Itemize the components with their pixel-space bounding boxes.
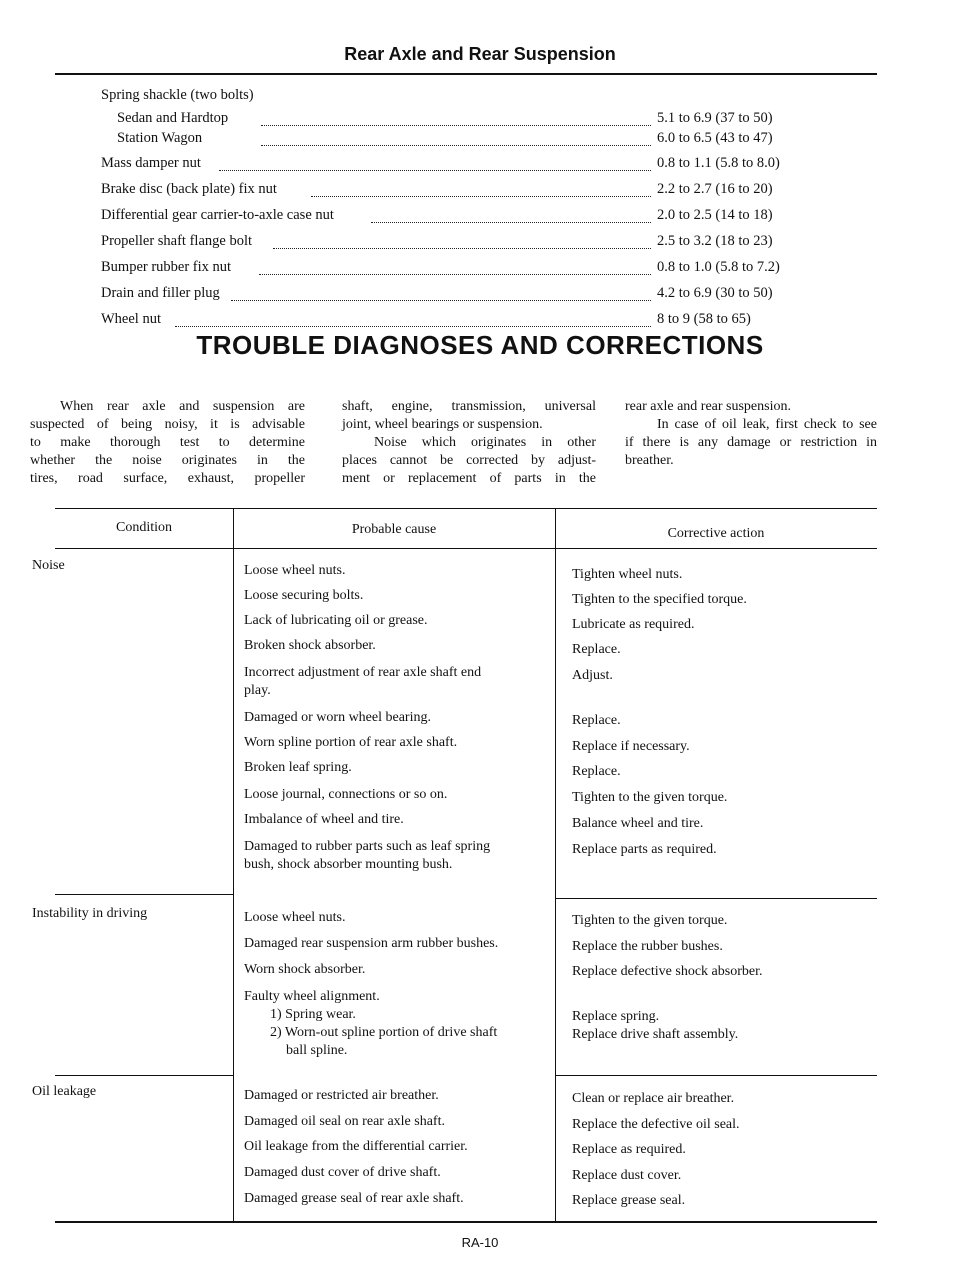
leader-dots (261, 125, 651, 146)
torque-value: 8 to 9 (58 to 65) (657, 311, 751, 327)
action-cell: Replace the defective oil seal. (572, 1117, 740, 1132)
action-cell: Clean or replace air breather. (572, 1091, 735, 1106)
cause-cell: 1) Spring wear. (270, 1007, 356, 1022)
cause-cell: Incorrect adjustment of rear axle shaft end (244, 665, 482, 680)
action-cell: Replace defective shock absorber. (572, 964, 763, 979)
intro-line: breather. (625, 453, 674, 468)
torque-label: Propeller shaft flange bolt (101, 233, 256, 250)
table-column-divider (233, 508, 234, 1222)
action-cell: Replace parts as required. (572, 842, 717, 857)
action-cell: Replace grease seal. (572, 1193, 686, 1208)
cause-cell: play. (244, 683, 271, 698)
action-cell: Replace as required. (572, 1142, 686, 1157)
cause-cell: Damaged oil seal on rear axle shaft. (244, 1114, 445, 1129)
intro-line: Noise which originates in other (374, 435, 596, 450)
intro-line: places cannot be corrected by adjust- (342, 453, 596, 468)
cause-cell: Broken shock absorber. (244, 638, 376, 653)
cause-cell: Lack of lubricating oil or grease. (244, 613, 428, 628)
section-title: TROUBLE DIAGNOSES AND CORRECTIONS (196, 330, 764, 360)
intro-column-1 (30, 398, 305, 488)
action-cell: Replace. (572, 642, 621, 657)
cause-cell: Damaged to rubber parts such as leaf spring (244, 839, 491, 854)
torque-value: 2.5 to 3.2 (18 to 23) (657, 233, 773, 249)
intro-line: suspected of being noisy, it is advisable (30, 417, 305, 432)
leader-dots (259, 254, 651, 275)
action-cell: Replace. (572, 713, 621, 728)
intro-line: When rear axle and suspension are (60, 399, 305, 414)
action-cell: Balance wheel and tire. (572, 816, 704, 831)
action-cell: Replace spring. (572, 1009, 660, 1024)
torque-label: Spring shackle (two bolts) (101, 87, 258, 104)
torque-value: 2.0 to 2.5 (14 to 18) (657, 207, 773, 223)
leader-dots (219, 150, 651, 171)
torque-value: 6.0 to 6.5 (43 to 47) (657, 130, 773, 146)
group-rule (555, 898, 877, 899)
action-cell: Tighten to the given torque. (572, 913, 728, 928)
group-rule (555, 1075, 877, 1076)
torque-label: Drain and filler plug (101, 285, 224, 302)
torque-row (101, 207, 811, 227)
cause-cell: 2) Worn-out spline portion of drive shaft (270, 1025, 498, 1040)
action-cell: Tighten wheel nuts. (572, 567, 683, 582)
action-cell: Tighten to the given torque. (572, 790, 728, 805)
cause-cell: Loose securing bolts. (244, 588, 364, 603)
cause-cell: Damaged rear suspension arm rubber bushes. (244, 936, 499, 951)
action-cell: Replace dust cover. (572, 1168, 682, 1183)
action-cell: Replace. (572, 764, 621, 779)
page-number: RA-10 (461, 1235, 499, 1250)
cause-cell: Broken leaf spring. (244, 760, 352, 775)
action-cell: Tighten to the specified torque. (572, 592, 747, 607)
intro-line: In case of oil leak, first check to see (657, 417, 877, 432)
cause-cell: Oil leakage from the differential carrier. (244, 1139, 468, 1154)
leader-dots (175, 306, 651, 327)
header-probable-cause: Probable cause (351, 522, 437, 537)
leader-dots (273, 228, 651, 249)
action-cell: Lubricate as required. (572, 617, 695, 632)
action-cell: Replace drive shaft assembly. (572, 1027, 739, 1042)
action-cell: Adjust. (572, 668, 613, 683)
group-rule (55, 1075, 233, 1076)
torque-label: Bumper rubber fix nut (101, 259, 235, 276)
cause-cell: Loose wheel nuts. (244, 563, 346, 578)
cause-cell: Damaged or worn wheel bearing. (244, 710, 431, 725)
leader-dots (261, 105, 651, 126)
torque-label: Wheel nut (101, 311, 165, 328)
cause-cell: Faulty wheel alignment. (244, 989, 380, 1004)
torque-label: Sedan and Hardtop (117, 110, 232, 127)
table-column-divider (555, 508, 556, 1222)
torque-row (101, 130, 811, 150)
leader-dots (371, 202, 651, 223)
intro-line: to make thorough test to determine (30, 435, 305, 450)
cause-cell: Worn shock absorber. (244, 962, 366, 977)
torque-label: Differential gear carrier-to-axle case nut (101, 207, 338, 224)
torque-row (101, 181, 811, 201)
table-bottom-rule (55, 1221, 877, 1223)
header-rule (55, 548, 877, 549)
torque-value: 5.1 to 6.9 (37 to 50) (657, 110, 773, 126)
intro-line: whether the noise originates in the (30, 453, 305, 468)
page-header: Rear Axle and Rear Suspension (344, 44, 616, 64)
intro-line: ment or replacement of parts in the (342, 471, 596, 486)
torque-value: 0.8 to 1.0 (5.8 to 7.2) (657, 259, 780, 275)
torque-row (101, 311, 811, 331)
header-corrective-action: Corrective action (667, 526, 765, 541)
cause-cell: Damaged or restricted air breather. (244, 1088, 439, 1103)
cause-cell: Loose journal, connections or so on. (244, 787, 448, 802)
cause-cell: Imbalance of wheel and tire. (244, 812, 404, 827)
intro-line: shaft, engine, transmission, universal (342, 399, 596, 414)
cause-cell: bush, shock absorber mounting bush. (244, 857, 453, 872)
intro-line: joint, wheel bearings or suspension. (342, 417, 543, 432)
cause-cell: Worn spline portion of rear axle shaft. (244, 735, 458, 750)
torque-row (101, 155, 811, 175)
torque-value: 0.8 to 1.1 (5.8 to 8.0) (657, 155, 780, 171)
condition-label: Noise (32, 558, 65, 573)
torque-label: Mass damper nut (101, 155, 205, 172)
cause-cell: ball spline. (286, 1043, 348, 1058)
torque-row (101, 233, 811, 253)
torque-label: Station Wagon (117, 130, 206, 147)
cause-cell: Damaged grease seal of rear axle shaft. (244, 1191, 464, 1206)
header-rule (55, 73, 877, 75)
action-cell: Replace if necessary. (572, 739, 690, 754)
header-condition: Condition (115, 520, 172, 535)
table-top-rule (55, 508, 877, 509)
intro-line: tires, road surface, exhaust, propeller (30, 471, 305, 486)
torque-label: Brake disc (back plate) fix nut (101, 181, 281, 198)
torque-value: 2.2 to 2.7 (16 to 20) (657, 181, 773, 197)
torque-value: 4.2 to 6.9 (30 to 50) (657, 285, 773, 301)
leader-dots (231, 280, 651, 301)
torque-row (101, 285, 811, 305)
cause-cell: Damaged dust cover of drive shaft. (244, 1165, 441, 1180)
group-rule (55, 894, 233, 895)
intro-column-3 (625, 398, 877, 470)
cause-cell: Loose wheel nuts. (244, 910, 346, 925)
torque-row (101, 87, 811, 107)
leader-dots (311, 176, 651, 197)
intro-line: if there is any damage or restriction in (625, 435, 877, 450)
torque-row (101, 259, 811, 279)
action-cell: Replace the rubber bushes. (572, 939, 723, 954)
intro-line: rear axle and rear suspension. (625, 399, 791, 414)
condition-label: Oil leakage (32, 1084, 97, 1099)
condition-label: Instability in driving (32, 906, 148, 921)
intro-column-2 (342, 398, 596, 488)
